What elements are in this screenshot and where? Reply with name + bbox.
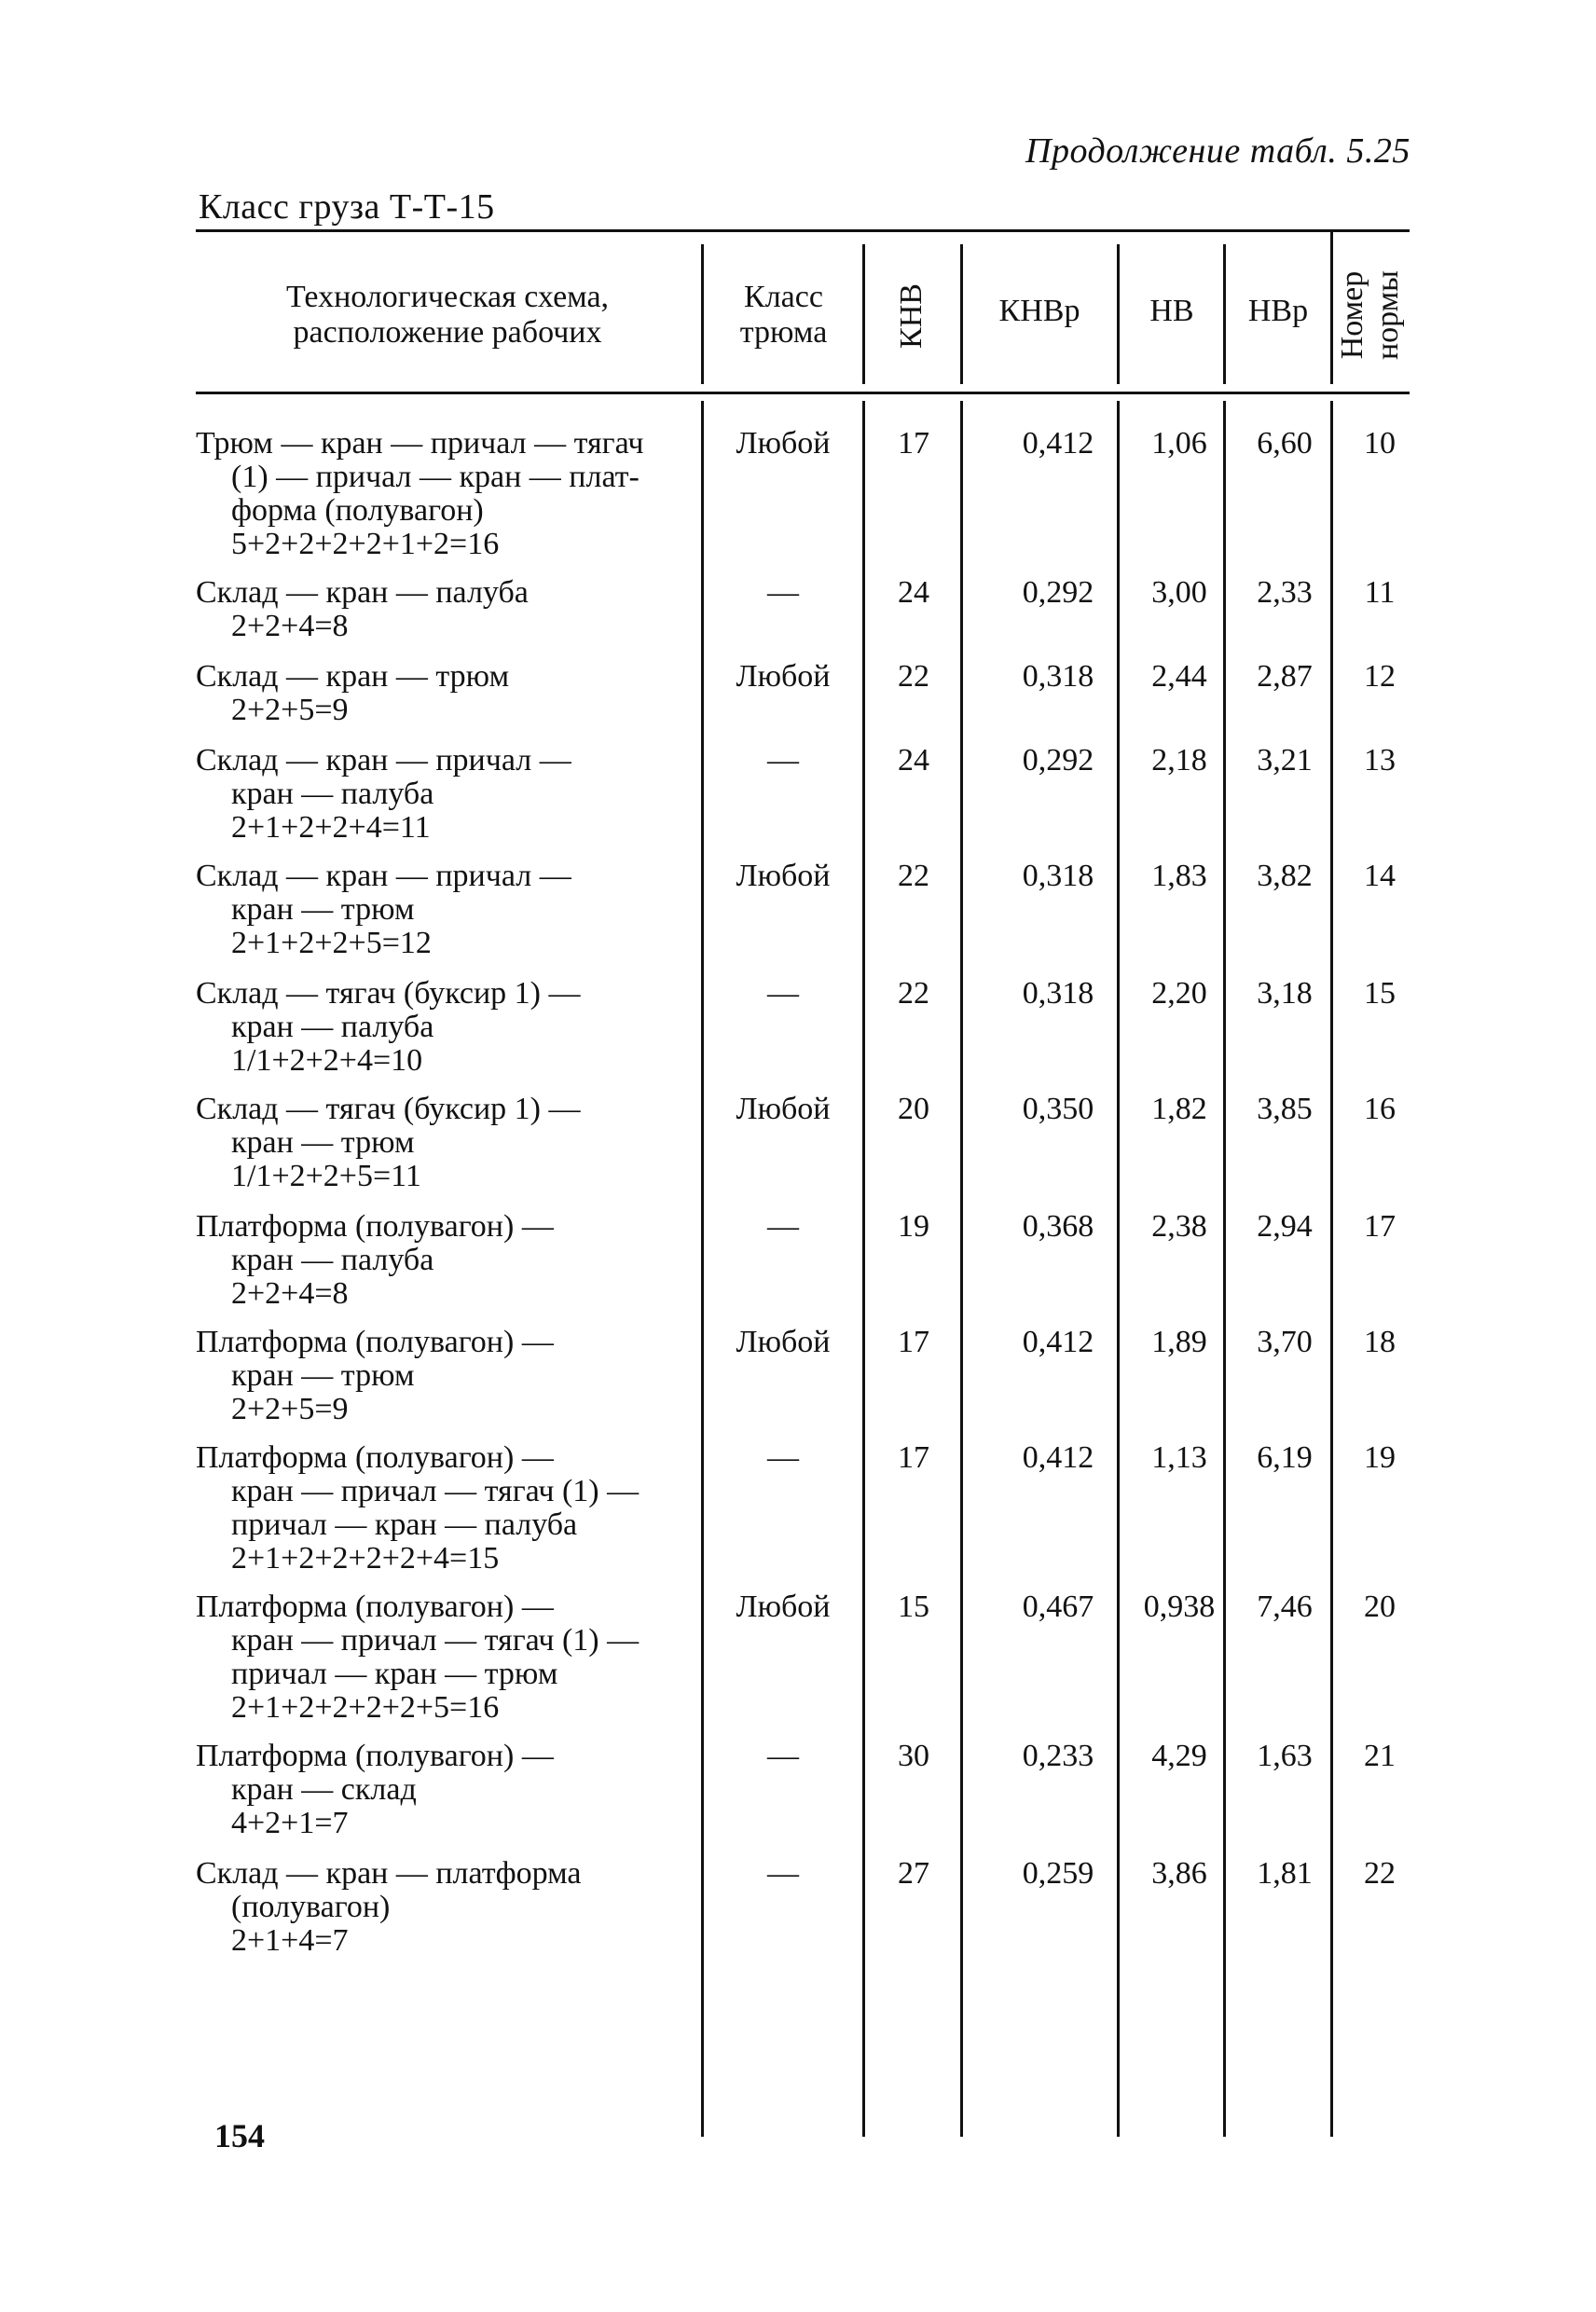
row-scheme-line: 1/1+2+2+4=10 xyxy=(231,1043,423,1078)
row-scheme-line: Склад — тягач (буксир 1) — xyxy=(196,976,581,1011)
row-scheme-line: Склад — кран — причал — xyxy=(196,859,571,893)
row-scheme-line: 2+1+4=7 xyxy=(231,1923,349,1958)
page-number: 154 xyxy=(214,2117,265,2154)
cell-knv: 30 xyxy=(898,1739,929,1773)
row-scheme-line: кран — палуба xyxy=(231,777,434,811)
cell-knv: 22 xyxy=(898,659,929,694)
row-scheme-line: причал — кран — палуба xyxy=(231,1507,578,1542)
row-scheme-line: Склад — кран — платформа xyxy=(196,1856,582,1891)
cell-nvr: 6,60 xyxy=(1257,426,1313,461)
cell-norm-number: 11 xyxy=(1364,575,1396,610)
cell-knvr: 0,318 xyxy=(1022,659,1094,694)
cell-hold-class: — xyxy=(767,1209,799,1244)
cell-knvr: 0,292 xyxy=(1022,743,1094,778)
row-scheme-line: кран — трюм xyxy=(231,1358,415,1393)
row-scheme-line: 1/1+2+2+5=11 xyxy=(231,1159,421,1193)
cell-nv: 2,20 xyxy=(1151,976,1207,1011)
row-scheme-line: 2+2+5=9 xyxy=(231,693,349,727)
col-divider-6-header xyxy=(1330,229,1333,384)
row-scheme-line: 2+1+2+2+5=12 xyxy=(231,926,432,960)
cell-knv: 24 xyxy=(898,575,929,610)
table-top-rule xyxy=(196,229,1410,232)
cell-hold-class: Любой xyxy=(736,426,831,461)
row-scheme-line: кран — причал — тягач (1) — xyxy=(231,1623,640,1658)
cell-nv: 4,29 xyxy=(1151,1739,1207,1773)
cell-knvr: 0,259 xyxy=(1022,1856,1094,1891)
cell-nvr: 2,87 xyxy=(1257,659,1313,694)
cell-knv: 20 xyxy=(898,1092,929,1126)
row-scheme-line: (1) — причал — кран — плат- xyxy=(231,460,640,494)
row-scheme-line: 5+2+2+2+2+1+2=16 xyxy=(231,527,500,561)
row-scheme xyxy=(196,1857,699,1958)
row-scheme-line: Склад — тягач (буксир 1) — xyxy=(196,1092,581,1126)
cell-knv: 22 xyxy=(898,859,929,893)
cell-nvr: 3,18 xyxy=(1257,976,1313,1011)
row-scheme xyxy=(196,744,699,845)
col-divider-3 xyxy=(960,401,963,2137)
cell-hold-class: Любой xyxy=(736,1092,831,1126)
cell-knv: 17 xyxy=(898,426,929,461)
row-scheme-line: кран — трюм xyxy=(231,892,415,927)
cell-knvr: 0,318 xyxy=(1022,976,1094,1011)
cell-nv: 2,18 xyxy=(1151,743,1207,778)
cell-nvr: 3,82 xyxy=(1257,859,1313,893)
cell-nvr: 3,85 xyxy=(1257,1092,1313,1126)
cell-nv: 1,82 xyxy=(1151,1092,1207,1126)
cell-hold-class: Любой xyxy=(736,859,831,893)
col-header-hold-line1: Класс xyxy=(744,280,823,314)
col-divider-5-header xyxy=(1223,244,1226,384)
cell-nv: 3,86 xyxy=(1151,1856,1207,1891)
cell-knv: 27 xyxy=(898,1856,929,1891)
cell-knvr: 0,368 xyxy=(1022,1209,1094,1244)
cell-nvr: 6,19 xyxy=(1257,1440,1313,1475)
row-scheme xyxy=(196,860,699,960)
table-header-rule xyxy=(196,392,1410,394)
cell-nvr: 2,33 xyxy=(1257,575,1313,610)
col-divider-1-header xyxy=(701,244,704,384)
cell-hold-class: Любой xyxy=(736,1325,831,1359)
cell-nv: 2,38 xyxy=(1151,1209,1207,1244)
row-scheme-line: 4+2+1=7 xyxy=(231,1806,349,1840)
cell-nv: 0,938 xyxy=(1143,1590,1216,1624)
cell-nv: 1,13 xyxy=(1151,1440,1207,1475)
row-scheme-line: форма (полувагон) xyxy=(231,493,484,528)
cell-norm-number: 22 xyxy=(1364,1856,1396,1891)
col-divider-1 xyxy=(701,401,704,2137)
row-scheme-line: 2+1+2+2+2+2+4=15 xyxy=(231,1541,500,1576)
cell-norm-number: 10 xyxy=(1364,426,1396,461)
cell-nvr: 3,70 xyxy=(1257,1325,1313,1359)
row-scheme-line: Склад — кран — причал — xyxy=(196,743,571,778)
cell-knv: 15 xyxy=(898,1590,929,1624)
col-header-norm-line1: Номер xyxy=(1335,270,1369,360)
row-scheme-line: кран — причал — тягач (1) — xyxy=(231,1474,640,1508)
cell-knv: 22 xyxy=(898,976,929,1011)
cell-hold-class: Любой xyxy=(736,659,831,694)
cell-norm-number: 13 xyxy=(1364,743,1396,778)
row-scheme-line: причал — кран — трюм xyxy=(231,1657,558,1691)
row-scheme-line: Платформа (полувагон) — xyxy=(196,1739,554,1773)
cell-hold-class: — xyxy=(767,575,799,610)
row-scheme xyxy=(196,1740,699,1840)
row-scheme-line: Платформа (полувагон) — xyxy=(196,1209,554,1244)
col-header-knvr: КНВр xyxy=(998,294,1080,328)
cell-knvr: 0,318 xyxy=(1022,859,1094,893)
cell-knv: 17 xyxy=(898,1440,929,1475)
col-header-scheme-line1: Технологическая схема, xyxy=(285,280,610,314)
col-header-hold-line2: трюма xyxy=(739,315,828,350)
row-scheme-line: (полувагон) xyxy=(231,1890,391,1924)
row-scheme-line: Склад — кран — палуба xyxy=(196,575,529,610)
cell-knv: 24 xyxy=(898,743,929,778)
cell-norm-number: 19 xyxy=(1364,1440,1396,1475)
row-scheme-line: кран — склад xyxy=(231,1772,417,1807)
row-scheme xyxy=(196,427,699,561)
col-divider-2-header xyxy=(862,244,865,384)
cell-nv: 1,89 xyxy=(1151,1325,1207,1359)
row-scheme-line: кран — палуба xyxy=(231,1243,434,1277)
row-scheme-line: Трюм — кран — причал — тягач xyxy=(196,426,644,461)
col-header-norm-line2: нормы xyxy=(1370,269,1405,361)
cell-hold-class: — xyxy=(767,1856,799,1891)
col-header-hold-class xyxy=(707,280,860,351)
cell-hold-class: — xyxy=(767,1440,799,1475)
cell-norm-number: 21 xyxy=(1364,1739,1396,1773)
row-scheme xyxy=(196,1590,699,1725)
cell-knvr: 0,412 xyxy=(1022,1325,1094,1359)
row-scheme xyxy=(196,1210,699,1311)
cell-nv: 1,06 xyxy=(1151,426,1207,461)
cell-hold-class: — xyxy=(767,743,799,778)
col-divider-2 xyxy=(862,401,865,2137)
row-scheme-line: Платформа (полувагон) — xyxy=(196,1590,554,1624)
cell-norm-number: 20 xyxy=(1364,1590,1396,1624)
cell-knvr: 0,233 xyxy=(1022,1739,1094,1773)
cell-knvr: 0,412 xyxy=(1022,1440,1094,1475)
cell-nvr: 3,21 xyxy=(1257,743,1313,778)
cell-knv: 17 xyxy=(898,1325,929,1359)
table-continuation-caption: Продолжение табл. 5.25 xyxy=(1025,131,1410,171)
col-header-scheme xyxy=(214,280,681,351)
row-scheme-line: кран — палуба xyxy=(231,1010,434,1044)
row-scheme xyxy=(196,660,699,727)
cell-hold-class: — xyxy=(767,1739,799,1773)
col-header-scheme-line2: расположение рабочих xyxy=(293,315,602,350)
col-header-nvr: НВр xyxy=(1247,294,1309,328)
cell-norm-number: 15 xyxy=(1364,976,1396,1011)
cell-nvr: 2,94 xyxy=(1257,1209,1313,1244)
cell-norm-number: 14 xyxy=(1364,859,1396,893)
row-scheme-line: 2+2+5=9 xyxy=(231,1392,349,1426)
cell-nv: 2,44 xyxy=(1151,659,1207,694)
cell-nv: 3,00 xyxy=(1151,575,1207,610)
cell-knvr: 0,350 xyxy=(1022,1092,1094,1126)
col-divider-3-header xyxy=(960,244,963,384)
row-scheme xyxy=(196,1093,699,1193)
col-divider-4-header xyxy=(1117,244,1120,384)
cell-nvr: 1,63 xyxy=(1257,1739,1313,1773)
row-scheme xyxy=(196,977,699,1078)
row-scheme-line: Склад — кран — трюм xyxy=(196,659,510,694)
cell-knvr: 0,467 xyxy=(1022,1590,1094,1624)
cell-nvr: 7,46 xyxy=(1257,1590,1313,1624)
cell-norm-number: 12 xyxy=(1364,659,1396,694)
cell-knvr: 0,292 xyxy=(1022,575,1094,610)
cargo-class-title: Класс груза Т-Т-15 xyxy=(199,187,495,227)
col-header-knv: КНВ xyxy=(894,283,929,349)
row-scheme xyxy=(196,576,699,643)
row-scheme-line: Платформа (полувагон) — xyxy=(196,1325,554,1359)
row-scheme-line: кран — трюм xyxy=(231,1125,415,1160)
row-scheme-line: 2+1+2+2+2+2+5=16 xyxy=(231,1690,500,1725)
cell-knv: 19 xyxy=(898,1209,929,1244)
cell-norm-number: 16 xyxy=(1364,1092,1396,1126)
row-scheme-line: Платформа (полувагон) — xyxy=(196,1440,554,1475)
row-scheme xyxy=(196,1441,699,1576)
col-header-norm-number xyxy=(1335,245,1406,385)
cell-norm-number: 18 xyxy=(1364,1325,1396,1359)
cell-norm-number: 17 xyxy=(1364,1209,1396,1244)
cell-nv: 1,83 xyxy=(1151,859,1207,893)
cell-hold-class: — xyxy=(767,976,799,1011)
row-scheme-line: 2+1+2+2+4=11 xyxy=(231,810,431,845)
row-scheme-line: 2+2+4=8 xyxy=(231,609,349,643)
row-scheme-line: 2+2+4=8 xyxy=(231,1276,349,1311)
cell-knvr: 0,412 xyxy=(1022,426,1094,461)
cell-hold-class: Любой xyxy=(736,1590,831,1624)
col-header-nv: НВ xyxy=(1149,294,1194,328)
cell-nvr: 1,81 xyxy=(1257,1856,1313,1891)
row-scheme xyxy=(196,1326,699,1426)
